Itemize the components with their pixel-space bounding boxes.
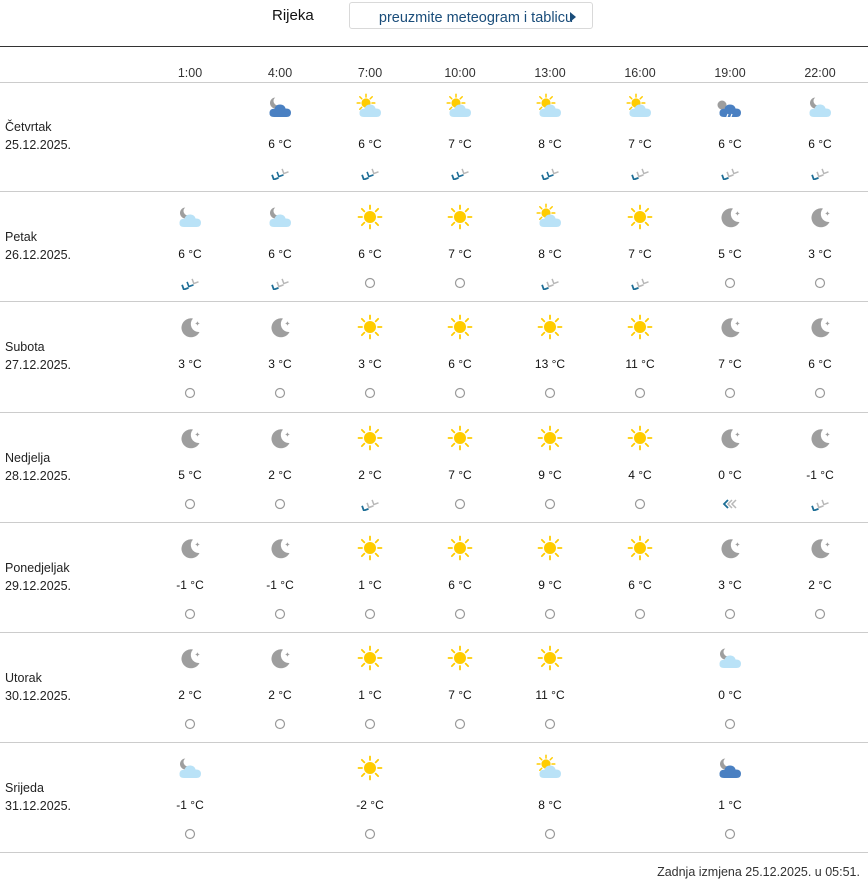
forecast-cell xyxy=(785,203,855,303)
wind-ne-moderate-icon xyxy=(180,276,200,290)
temperature: 6 °C xyxy=(808,137,832,151)
hour-label: 4:00 xyxy=(267,66,293,80)
temperature: 7 °C xyxy=(628,247,652,262)
wind-ne-weak-icon xyxy=(540,276,560,290)
temperature: 1 °C xyxy=(358,688,382,702)
wind-ne-moderate-icon xyxy=(360,166,380,180)
svg-text:✦: ✦ xyxy=(734,320,741,329)
moon-icon xyxy=(176,424,204,452)
forecast-cell xyxy=(245,313,315,413)
forecast-cell xyxy=(425,313,495,413)
sun-icon xyxy=(626,424,654,452)
sun-icon xyxy=(536,534,564,562)
temperature: 6 °C xyxy=(358,137,382,151)
forecast-cell xyxy=(335,754,405,854)
download-meteogram-button[interactable] xyxy=(349,2,593,29)
calm-icon xyxy=(810,386,830,400)
temperature: 13 °C xyxy=(534,357,566,372)
forecast-cell xyxy=(605,534,675,634)
svg-text:✦: ✦ xyxy=(284,651,291,659)
day-name: Srijeda xyxy=(5,781,44,796)
svg-text:✦: ✦ xyxy=(284,320,291,329)
calm-icon xyxy=(450,717,470,731)
temperature: 11 °C xyxy=(535,688,565,702)
forecast-cell xyxy=(425,644,495,744)
day-row xyxy=(0,82,868,192)
wind-ne-weak-icon xyxy=(720,166,740,180)
moon-cloud-icon xyxy=(266,203,294,231)
temperature: 3 °C xyxy=(718,577,742,592)
temperature: 7 °C xyxy=(718,357,742,372)
calm-icon xyxy=(540,497,560,511)
svg-text:✦: ✦ xyxy=(734,430,741,439)
calm-icon xyxy=(630,497,650,511)
calm-icon xyxy=(720,607,740,621)
temperature: 8 °C xyxy=(538,247,562,262)
cloud-rain-dark-icon xyxy=(716,93,744,121)
wind-ne-moderate-icon xyxy=(540,166,560,180)
wind-ne-weak-icon xyxy=(630,276,650,290)
forecast-cell xyxy=(515,203,585,303)
forecast-cell xyxy=(695,754,765,854)
svg-text:✦: ✦ xyxy=(194,320,201,329)
sun-icon xyxy=(356,754,384,782)
temperature: 6 °C xyxy=(628,577,652,592)
sun-icon xyxy=(446,313,474,341)
forecast-cell xyxy=(515,534,585,634)
calm-icon xyxy=(270,717,290,731)
moon-icon xyxy=(716,424,744,452)
cloudy-night-dark-cloud-icon xyxy=(716,754,744,782)
calm-icon xyxy=(180,607,200,621)
sun-icon xyxy=(446,534,474,562)
forecast-cell xyxy=(155,754,225,854)
temperature: 0 °C xyxy=(718,467,742,482)
calm-icon xyxy=(540,717,560,731)
day-name: Nedjelja xyxy=(5,450,51,465)
day-row xyxy=(0,523,868,633)
forecast-cell xyxy=(695,313,765,413)
sun-icon xyxy=(536,313,564,341)
temperature: 6 °C xyxy=(718,137,742,151)
svg-text:✦: ✦ xyxy=(734,210,741,219)
temperature: 1 °C xyxy=(718,798,742,813)
sun-icon xyxy=(536,644,564,672)
day-row xyxy=(0,413,868,523)
forecast-cell xyxy=(515,93,585,193)
temperature: 6 °C xyxy=(178,247,202,262)
sun-cloud-icon xyxy=(446,93,474,121)
wind-e-weak-icon xyxy=(720,497,740,511)
calm-icon xyxy=(180,827,200,841)
temperature: 7 °C xyxy=(628,137,652,151)
forecast-cell xyxy=(155,644,225,744)
hour-label: 13:00 xyxy=(534,66,566,80)
sun-icon xyxy=(356,313,384,341)
calm-icon xyxy=(180,717,200,731)
temperature: 2 °C xyxy=(808,577,832,592)
calm-icon xyxy=(810,607,830,621)
forecast-cell xyxy=(245,424,315,524)
forecast-cell xyxy=(245,534,315,634)
temperature: 5 °C xyxy=(178,467,202,482)
day-name: Četvrtak xyxy=(5,120,52,134)
calm-icon xyxy=(180,386,200,400)
calm-icon xyxy=(720,276,740,290)
moon-cloud-icon xyxy=(176,754,204,782)
day-name: Ponedjeljak xyxy=(5,560,70,575)
calm-icon xyxy=(450,607,470,621)
hour-label: 16:00 xyxy=(624,66,656,80)
calm-icon xyxy=(360,386,380,400)
svg-text:✦: ✦ xyxy=(824,540,831,549)
calm-icon xyxy=(360,827,380,841)
calm-icon xyxy=(360,276,380,290)
day-name: Utorak xyxy=(5,671,42,685)
calm-icon xyxy=(450,497,470,511)
header-bar xyxy=(0,0,868,47)
calm-icon xyxy=(360,717,380,731)
day-row xyxy=(0,633,868,743)
forecast-cell xyxy=(335,203,405,303)
day-date: 31.12.2025. xyxy=(5,799,72,814)
moon-cloud-icon xyxy=(176,203,204,231)
forecast-cell xyxy=(335,313,405,413)
forecast-cell xyxy=(425,203,495,303)
temperature: 7 °C xyxy=(448,688,472,702)
forecast-cell xyxy=(605,93,675,193)
moon-cloud-icon xyxy=(806,93,834,121)
sun-cloud-icon xyxy=(626,93,654,121)
forecast-cell xyxy=(785,313,855,413)
svg-text:✦: ✦ xyxy=(824,210,831,219)
forecast-cell xyxy=(335,534,405,634)
moon-icon xyxy=(716,313,744,341)
moon-icon xyxy=(266,424,294,452)
forecast-cell xyxy=(695,644,765,744)
wind-ne-weak-icon xyxy=(810,166,830,180)
temperature: -1 °C xyxy=(266,577,294,592)
calm-icon xyxy=(810,276,830,290)
day-date: 26.12.2025. xyxy=(5,248,72,263)
sun-icon xyxy=(446,424,474,452)
moon-icon xyxy=(806,424,834,452)
hour-label: 10:00 xyxy=(444,66,476,80)
temperature: 8 °C xyxy=(538,137,562,151)
day-row xyxy=(0,743,868,853)
forecast-cell xyxy=(695,424,765,524)
temperature: 6 °C xyxy=(268,137,292,151)
hour-label: 1:00 xyxy=(177,66,203,80)
wind-ne-weak-icon xyxy=(810,497,830,511)
forecast-cell xyxy=(515,313,585,413)
svg-text:✦: ✦ xyxy=(824,320,831,329)
moon-icon xyxy=(266,534,294,562)
calm-icon xyxy=(270,607,290,621)
temperature: 0 °C xyxy=(718,688,742,702)
city-name: Rijeka xyxy=(272,7,314,24)
forecast-cell xyxy=(425,424,495,524)
forecast-cell xyxy=(605,424,675,524)
moon-icon xyxy=(176,313,204,341)
day-label xyxy=(5,779,71,815)
moon-icon xyxy=(806,313,834,341)
day-name: Subota xyxy=(5,340,45,355)
sun-icon xyxy=(356,534,384,562)
temperature: 7 °C xyxy=(448,137,472,151)
forecast-cell xyxy=(425,534,495,634)
day-date: 28.12.2025. xyxy=(5,468,72,483)
day-name: Petak xyxy=(5,230,37,245)
sun-icon xyxy=(356,203,384,231)
temperature: 7 °C xyxy=(448,467,472,482)
sun-cloud-icon xyxy=(356,93,384,121)
calm-icon xyxy=(630,386,650,400)
calm-icon xyxy=(720,386,740,400)
download-button-label: preuzmite meteogram i tablicu xyxy=(378,10,574,26)
forecast-cell xyxy=(245,644,315,744)
temperature: 6 °C xyxy=(808,357,832,372)
day-date: 27.12.2025. xyxy=(5,358,72,373)
cloudy-night-dark-cloud-icon xyxy=(266,93,294,121)
moon-icon xyxy=(266,313,294,341)
temperature: 3 °C xyxy=(808,247,832,262)
moon-icon xyxy=(266,644,294,672)
temperature: 3 °C xyxy=(178,357,202,372)
forecast-cell xyxy=(515,754,585,854)
forecast-cell xyxy=(245,93,315,193)
moon-cloud-icon xyxy=(716,644,744,672)
svg-text:✦: ✦ xyxy=(194,651,201,659)
sun-icon xyxy=(626,203,654,231)
temperature: 11 °C xyxy=(625,357,655,372)
temperature: 2 °C xyxy=(268,467,292,482)
hours-header xyxy=(0,46,868,83)
moon-icon xyxy=(716,203,744,231)
calm-icon xyxy=(720,827,740,841)
temperature: 9 °C xyxy=(538,577,562,592)
temperature: 3 °C xyxy=(268,357,292,372)
temperature: 6 °C xyxy=(358,247,382,262)
svg-text:✦: ✦ xyxy=(824,430,831,439)
sun-icon xyxy=(356,644,384,672)
forecast-cell xyxy=(785,93,855,193)
forecast-cell xyxy=(245,203,315,303)
sun-cloud-icon xyxy=(536,93,564,121)
moon-icon xyxy=(806,203,834,231)
temperature: 3 °C xyxy=(358,357,382,372)
day-date: 30.12.2025. xyxy=(5,689,72,703)
temperature: -1 °C xyxy=(176,577,204,592)
calm-icon xyxy=(270,386,290,400)
svg-text:✦: ✦ xyxy=(284,430,291,439)
forecast-cell xyxy=(155,203,225,303)
temperature: -1 °C xyxy=(176,798,204,813)
day-label xyxy=(5,559,71,595)
temperature: 7 °C xyxy=(448,247,472,262)
sun-icon xyxy=(536,424,564,452)
forecast-cell xyxy=(695,203,765,303)
forecast-cell xyxy=(425,93,495,193)
calm-icon xyxy=(540,386,560,400)
moon-icon xyxy=(716,534,744,562)
temperature: 5 °C xyxy=(718,247,742,262)
temperature: 6 °C xyxy=(448,577,472,592)
sun-icon xyxy=(446,644,474,672)
day-label xyxy=(5,228,71,264)
forecast-cell xyxy=(695,93,765,193)
forecast-cell xyxy=(785,534,855,634)
temperature: 9 °C xyxy=(538,467,562,482)
moon-icon xyxy=(806,534,834,562)
wind-ne-weak-icon xyxy=(630,166,650,180)
temperature: 2 °C xyxy=(178,688,202,702)
sun-icon xyxy=(626,313,654,341)
calm-icon xyxy=(540,827,560,841)
wind-ne-weak-icon xyxy=(270,276,290,290)
hour-label: 22:00 xyxy=(804,66,836,80)
forecast-cell xyxy=(155,534,225,634)
temperature: 2 °C xyxy=(268,688,292,702)
day-label xyxy=(5,669,71,705)
svg-text:✦: ✦ xyxy=(194,540,201,549)
calm-icon xyxy=(720,717,740,731)
forecast-cell xyxy=(155,424,225,524)
day-label xyxy=(5,449,71,485)
temperature: -2 °C xyxy=(356,798,384,813)
day-date: 25.12.2025. xyxy=(5,138,72,152)
wind-ne-moderate-icon xyxy=(450,166,470,180)
forecast-cell xyxy=(335,424,405,524)
forecast-cell xyxy=(155,313,225,413)
temperature: 1 °C xyxy=(358,577,382,592)
forecast-cell xyxy=(695,534,765,634)
sun-icon xyxy=(356,424,384,452)
temperature: 2 °C xyxy=(358,467,382,482)
forecast-cell xyxy=(785,424,855,524)
calm-icon xyxy=(630,607,650,621)
caret-right-icon xyxy=(570,12,576,22)
last-updated: Zadnja izmjena 25.12.2025. u 05:51. xyxy=(657,865,860,879)
svg-text:✦: ✦ xyxy=(194,430,201,439)
forecast-cell xyxy=(605,203,675,303)
forecast-cell xyxy=(335,93,405,193)
calm-icon xyxy=(450,276,470,290)
calm-icon xyxy=(540,607,560,621)
day-row xyxy=(0,192,868,302)
moon-icon xyxy=(176,644,204,672)
forecast-cell xyxy=(515,644,585,744)
svg-text:✦: ✦ xyxy=(284,540,291,549)
calm-icon xyxy=(450,386,470,400)
forecast-cell xyxy=(515,424,585,524)
day-label xyxy=(5,338,71,374)
day-date: 29.12.2025. xyxy=(5,578,72,593)
wind-ne-moderate-icon xyxy=(270,166,290,180)
moon-icon xyxy=(176,534,204,562)
calm-icon xyxy=(270,497,290,511)
forecast-cell xyxy=(335,644,405,744)
temperature: 8 °C xyxy=(538,798,562,813)
svg-text:✦: ✦ xyxy=(734,540,741,549)
hour-label: 19:00 xyxy=(714,66,746,80)
temperature: 6 °C xyxy=(448,357,472,372)
sun-icon xyxy=(446,203,474,231)
temperature: 6 °C xyxy=(268,247,292,262)
temperature: -1 °C xyxy=(806,467,834,482)
hour-label: 7:00 xyxy=(357,66,383,80)
day-row xyxy=(0,302,868,412)
calm-icon xyxy=(360,607,380,621)
sun-cloud-icon xyxy=(536,203,564,231)
temperature: 4 °C xyxy=(628,467,652,482)
calm-icon xyxy=(180,497,200,511)
wind-ne-weak-icon xyxy=(360,497,380,511)
forecast-cell xyxy=(605,313,675,413)
day-label xyxy=(5,118,71,154)
sun-cloud-icon xyxy=(536,754,564,782)
sun-icon xyxy=(626,534,654,562)
